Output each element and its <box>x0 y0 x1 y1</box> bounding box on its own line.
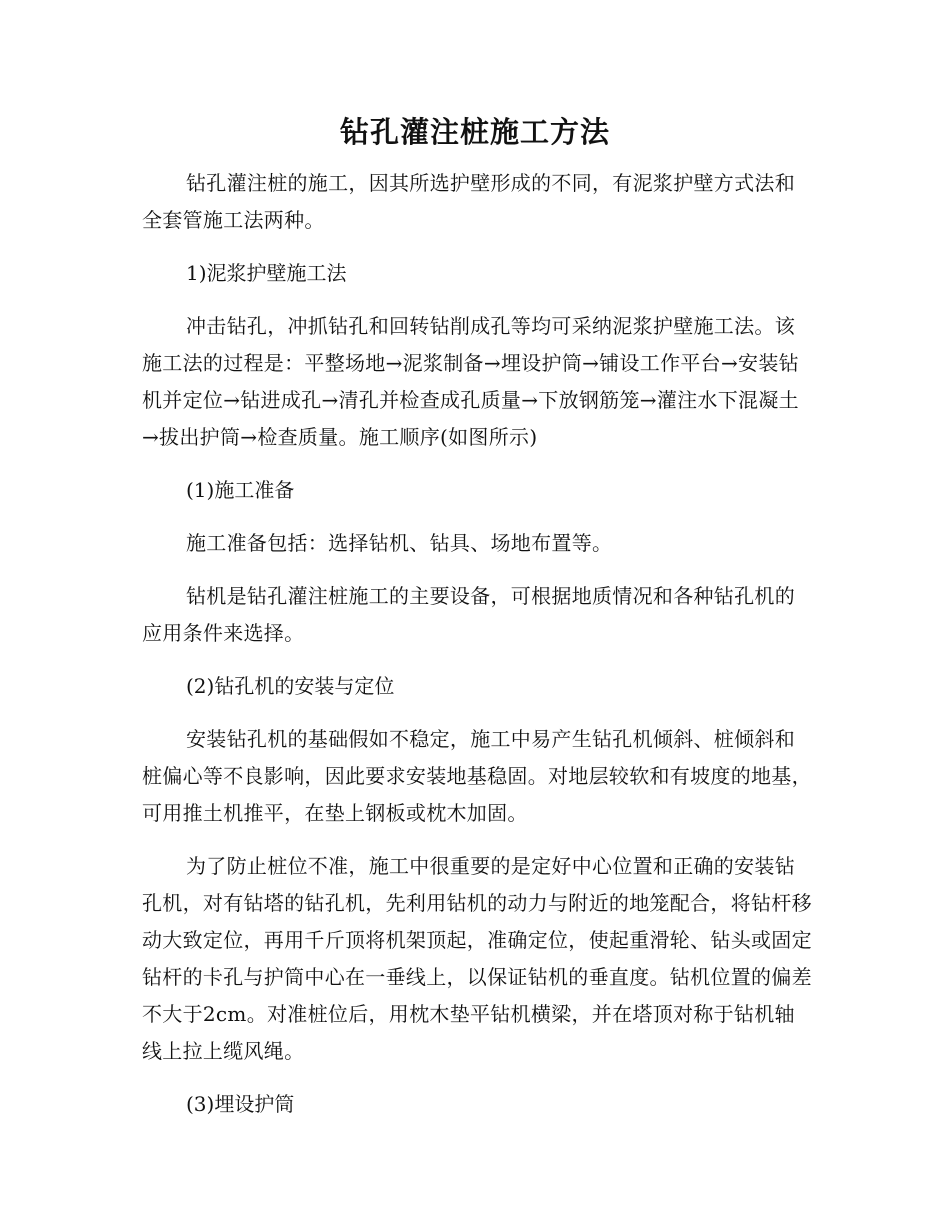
paragraph-intro: 钻孔灌注桩的施工，因其所选护壁形成的不同，有泥浆护壁方式法和全套管施工法两种。 <box>142 171 795 232</box>
subsection-heading-preparation: (1)施工准备 <box>186 478 295 502</box>
paragraph-process: 冲击钻孔，冲抓钻孔和回转钻削成孔等均可采纳泥浆护壁施工法。该施工法的过程是：平整场地→泥浆制备→埋设护筒→铺设工作平台→安装钻机并定位→钻进成孔→清孔并检查成孔质量→下放钢筋笼→灌注水下混凝土→拔出护筒→检查质量。施工顺序(如图所示) <box>142 314 799 449</box>
document-body <box>142 165 814 1139</box>
subsection-heading-installation: (2)钻孔机的安装与定位 <box>186 674 395 698</box>
paragraph-preparation: 施工准备包括：选择钻机、钻具、场地布置等。 <box>186 531 613 555</box>
paragraph-foundation: 安装钻孔机的基础假如不稳定，施工中易产生钻孔机倾斜、桩倾斜和桩偏心等不良影响，因此要求安装地基稳固。对地层较软和有坡度的地基，可用推土机推平，在垫上钢板或枕木加固。 <box>142 727 812 825</box>
paragraph-positioning: 为了防止桩位不准，施工中很重要的是定好中心位置和正确的安装钻孔机，对有钻塔的钻孔机，先利用钻机的动力与附近的地笼配合，将钻杆移动大致定位，再用千斤顶将机架顶起，准确定位，使起重滑轮、钻头或固定钻杆的卡孔与护筒中心在一垂线上，以保证钻机的垂直度。钻机位置的偏差不大于2cm。对准桩位后，用枕木垫平钻机横梁，并在塔顶对称于钻机轴线上拉上缆风绳。 <box>142 854 812 1063</box>
section-heading-mud-wall: 1)泥浆护壁施工法 <box>186 261 347 285</box>
document-title: 钻孔灌注桩施工方法 <box>339 115 610 149</box>
paragraph-drill-selection: 钻机是钻孔灌注桩施工的主要设备，可根据地质情况和各种钻孔机的应用条件来选择。 <box>142 584 795 645</box>
subsection-heading-casing: (3)埋设护筒 <box>186 1092 295 1116</box>
